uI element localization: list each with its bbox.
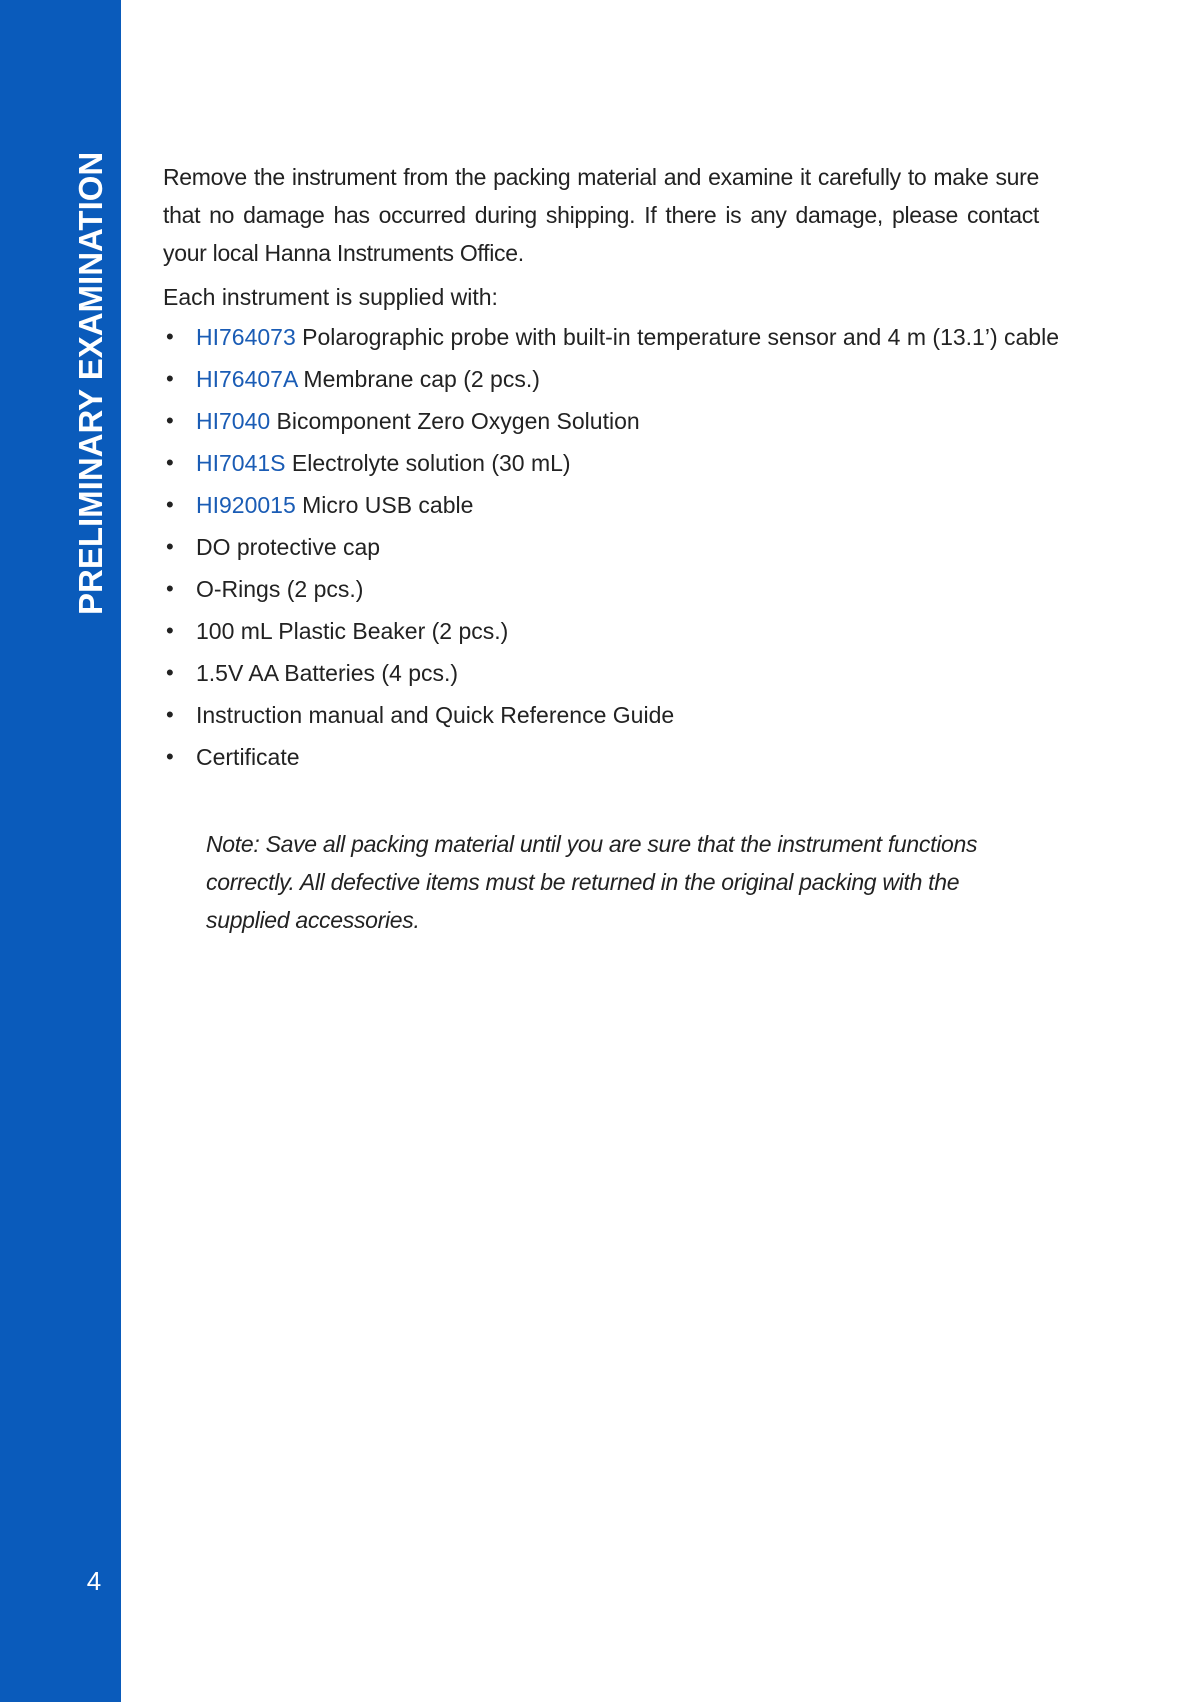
list-item [163,484,1039,526]
product-code: HI7041S [196,450,286,476]
list-item [163,652,1039,694]
item-text: DO protective cap [196,534,381,560]
list-item [163,358,1039,400]
bullet-icon: • [166,702,174,727]
item-text: Membrane cap (2 pcs.) [297,366,540,392]
item-text: Micro USB cable [295,492,474,518]
item-text: O-Rings (2 pcs.) [196,576,364,602]
list-item [163,526,1039,568]
main-content [163,158,1059,778]
bullet-icon: • [166,366,174,391]
bullet-icon: • [166,324,174,349]
note-paragraph: Note: Save all packing material until you are sure that the instrument functions correctly. All defective items must be returned in the original packing with the supplied accessories. [206,831,978,933]
item-text: Electrolyte solution (30 mL) [285,450,571,476]
intro-paragraph: Remove the instrument from the packing material and examine it carefully to make sure that no damage has occurred during shipping. If there is any damage, please contact your local Hanna Instruments Office. [163,164,1039,266]
item-text: Certificate [196,744,300,770]
supplied-items-list [163,316,1059,778]
item-text: Bicomponent Zero Oxygen Solution [270,408,640,434]
section-title: PRELIMINARY EXAMINATION [72,151,109,615]
list-item [163,568,1039,610]
bullet-icon: • [166,744,174,769]
list-item [163,694,1039,736]
bullet-icon: • [166,576,174,601]
product-code: HI7040 [196,408,271,434]
item-text: 100 mL Plastic Beaker (2 pcs.) [196,618,509,644]
bullet-icon: • [166,534,174,559]
product-code: HI76407A [196,366,298,392]
list-item [163,610,1039,652]
item-text: Instruction manual and Quick Reference Guide [196,702,675,728]
product-code: HI764073 [196,324,296,350]
item-text: 1.5V AA Batteries (4 pcs.) [196,660,459,686]
list-item [163,316,1059,358]
list-item [163,442,1039,484]
bullet-icon: • [166,408,174,433]
bullet-icon: • [166,660,174,685]
bullet-icon: • [166,618,174,643]
bullet-icon: • [166,450,174,475]
item-text: Polarographic probe with built-in temperature sensor and 4 m (13.1’) cable [295,324,1059,350]
page-number: 4 [86,1566,102,1596]
list-item [163,400,1039,442]
bullet-icon: • [166,492,174,517]
list-item [163,736,1039,778]
supplied-heading: Each instrument is supplied with: [163,284,498,310]
product-code: HI920015 [196,492,296,518]
sidebar [0,0,121,1702]
